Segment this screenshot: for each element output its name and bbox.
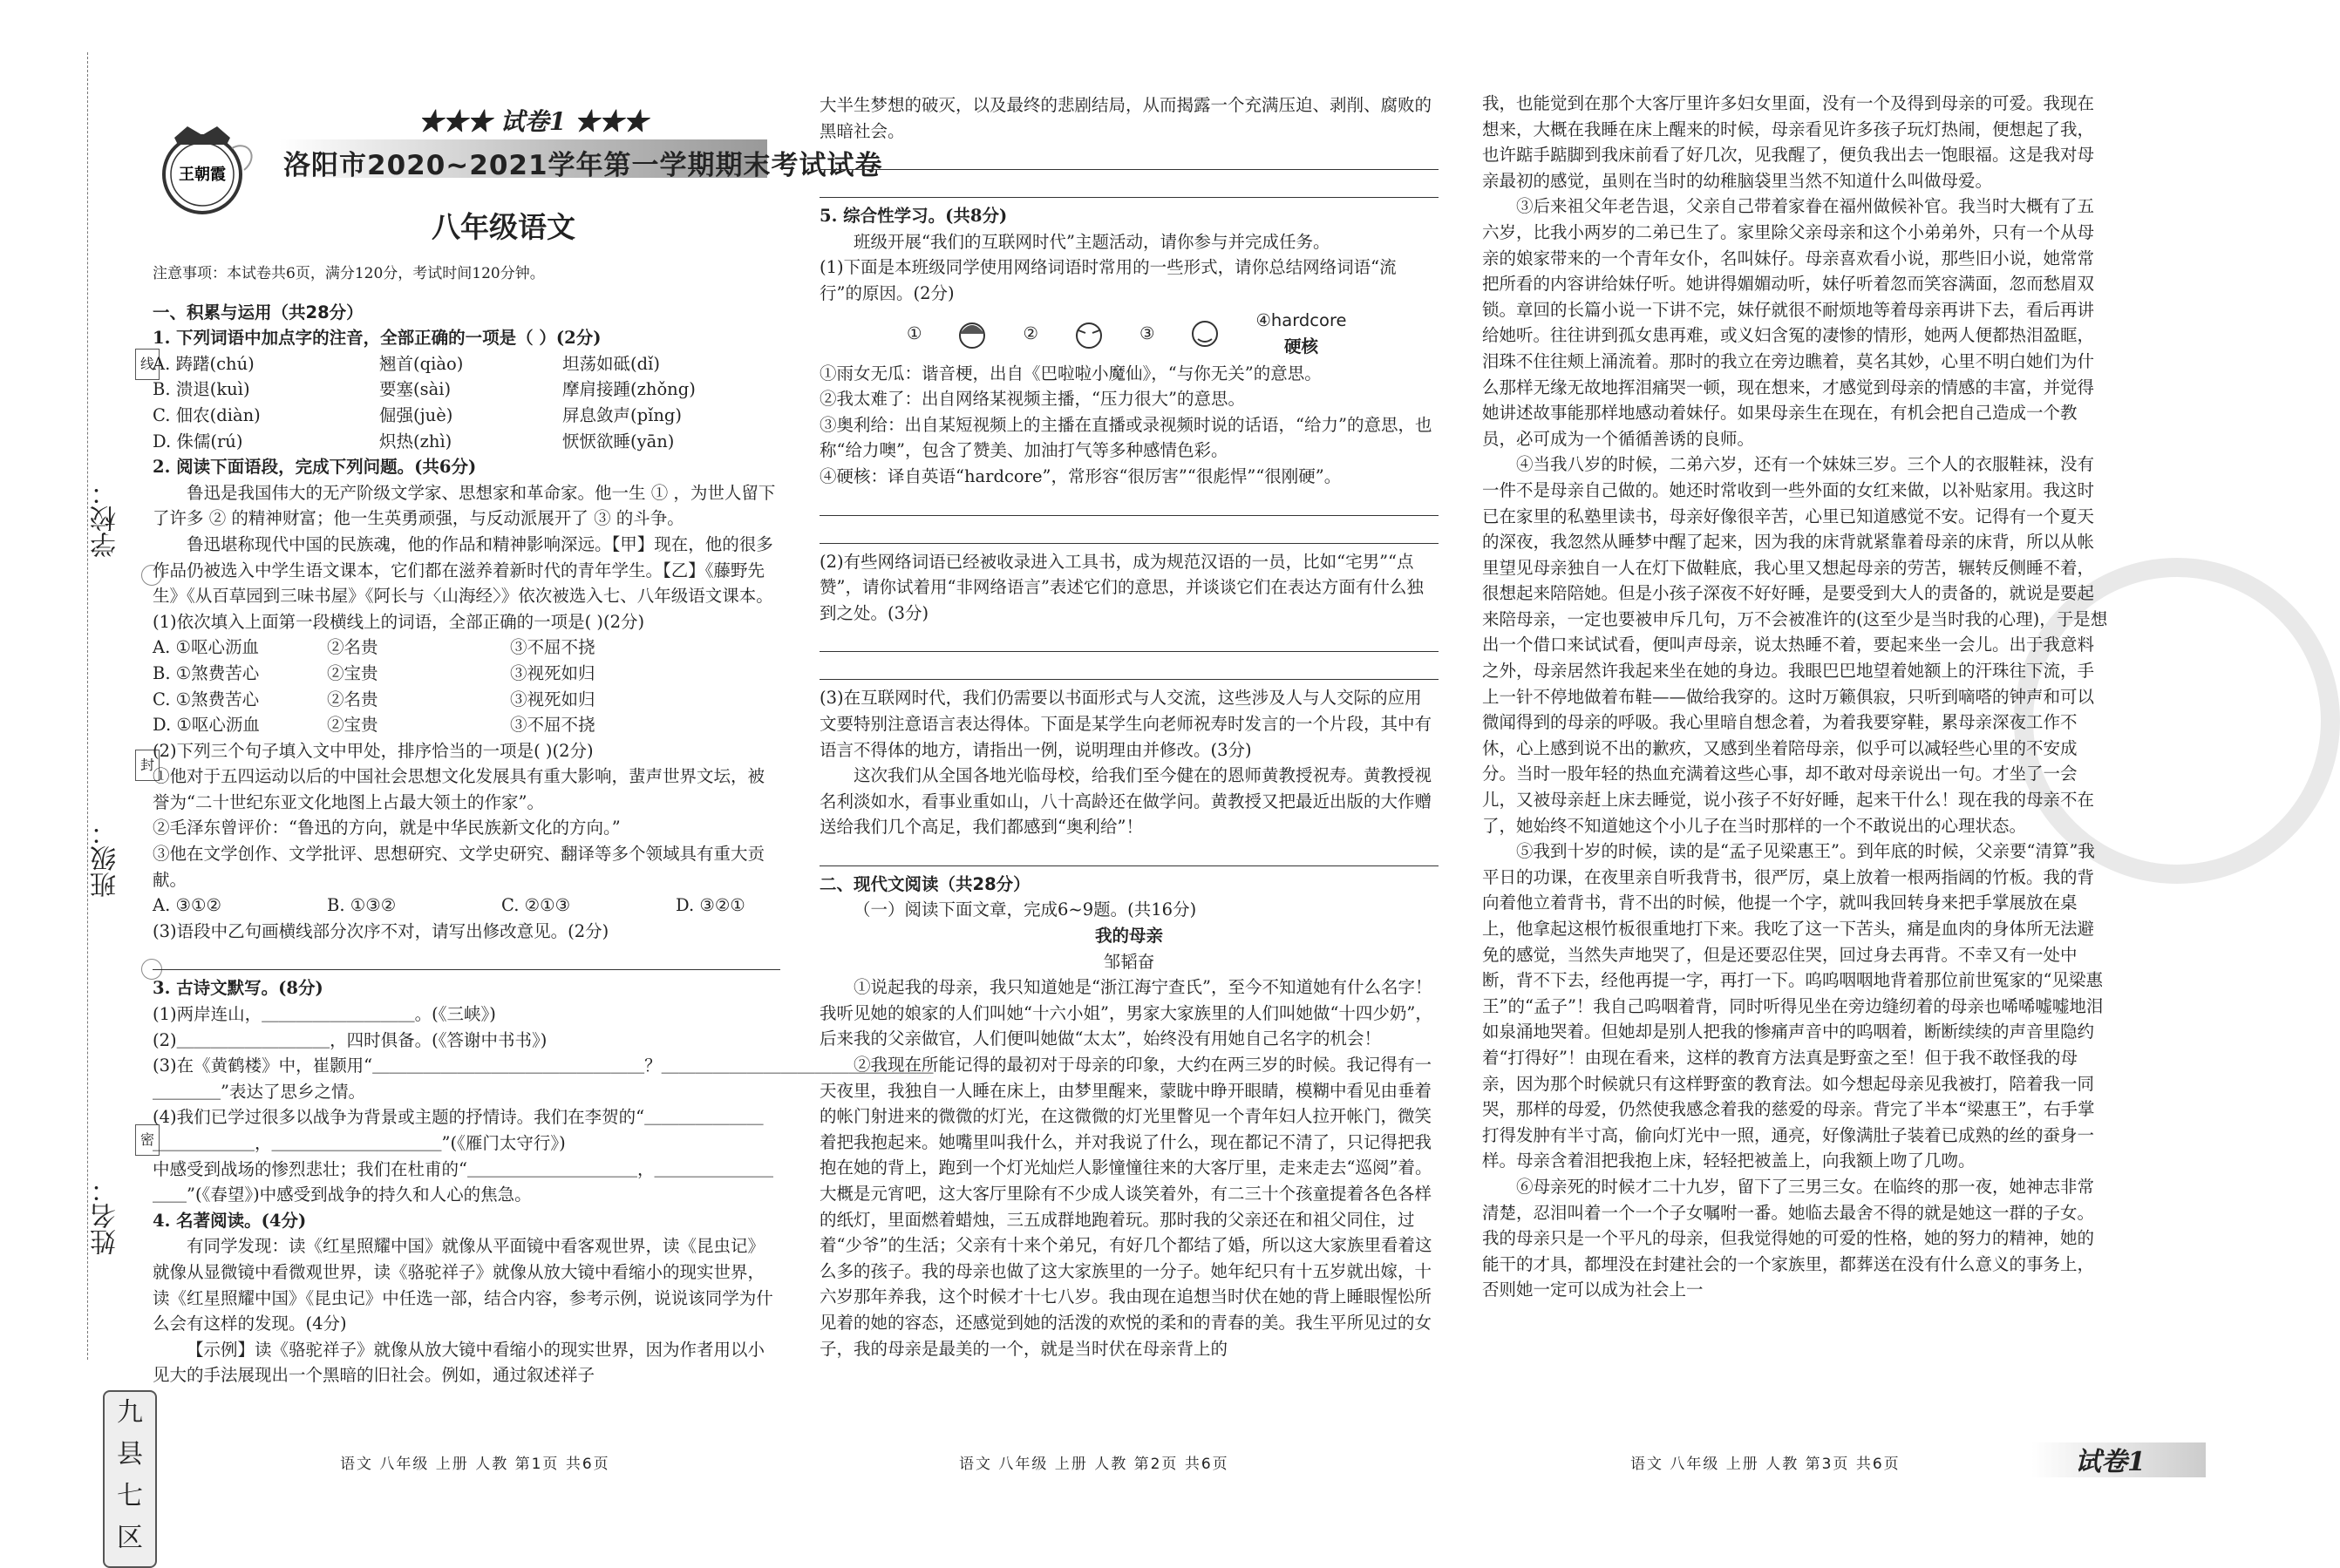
q2-sub-3: (3)语段中乙句画横线部分次序不对，请写出修改意见。(2分) <box>153 920 609 941</box>
footer-page-2: 语文 八年级 上册 人教 第2页 共6页 <box>959 1456 1229 1473</box>
article-continued: 我，也能觉到在那个大客厅里许多妇女里面，没有一个及得到母亲的可爱。我现在想来，大概在我睡在床上醒来的时候，母亲看见许多孩子玩灯热闹，便想起了我，也许踮手踮脚到我床前看了好几次，见我醒了，便负我出去一饱眼福。这是我对母亲最初的感觉，虽则在当时的幼稚脑袋里当然不知道什么叫做母爱。 <box>1482 93 2095 191</box>
q2-sentence-3: ③他在文学创作、文学批评、思想研究、文学史研究、翻译等多个领域具有重大贡献。 <box>153 844 765 890</box>
answer-line[interactable] <box>153 947 780 970</box>
footer-page-3: 语文 八年级 上册 人教 第3页 共6页 <box>1630 1456 1901 1473</box>
article-paragraph-3: ③后来祖父年老告退，父亲自己带着家眷在福州做候补官。我当时大概有了五六岁，比我小两岁的二弟已生了。家里除父亲母亲和这个小弟弟外，只有一个从母亲的娘家带来的一个青年女仆，名叫妹仔。母亲喜欢看小说，那些旧小说，她常常把所看的内容讲给妹仔听。她讲得媚媚动听，妹仔听着忽而笑容满面，忽而愁眉双锁。章回的长篇小说一下讲不完，妹仔就很不耐烦地等着母亲再讲下去，看后再讲给她听。往往讲到孤女患再难，或义妇含冤的凄惨的情形，她两人便都热泪盈眶，泪珠不住往颊上涌流着。那时的我立在旁边瞧着，莫名其妙，心里不明白她们为什么那样无缘无故地挥泪痛哭一顿，现在想来，才感觉到母亲的情感的丰富，并觉得她讲述故事能那样地感动着妹仔。如果母亲生在现在，有机会把自己造成一个教员，必可成为一个循循善诱的良师。 <box>1482 196 2095 449</box>
reading-1-heading: （一）阅读下面文章，完成6~9题。(共16分) <box>854 899 1197 920</box>
article-title: 我的母亲 <box>1094 926 1163 947</box>
question-1: 1. 下列词语中加点字的注音，全部正确的一项是（ ）(2分) <box>153 328 602 349</box>
question-4: 4. 名著阅读。(4分) <box>153 1210 307 1231</box>
cartoon-stressed-icon <box>1068 313 1110 355</box>
paper-label: 试卷1 <box>2075 1447 2146 1477</box>
q2-sentence-2: ②毛泽东曾评价：“鲁迅的方向，就是中华民族新文化的方向。” <box>153 818 621 838</box>
footer-page-1: 语文 八年级 上册 人教 第1页 共6页 <box>340 1456 610 1473</box>
q3-4b: 中感受到战场的惨烈悲壮；我们在杜甫的“＿＿＿＿＿＿＿＿＿＿，＿＿＿＿＿＿＿＿＿”(《春望》)中感受到战争的持久和人心的焦急。 <box>153 1158 773 1205</box>
q5-line-3: ③奥利给：出自某短视频上的主播在直播或录视频时说的话语，“给力”的意思，也称“给力噢”，包含了赞美、加油打气等多种感情色彩。 <box>820 414 1432 461</box>
paper-tag: ★★★ 试卷1 ★★★ <box>418 107 648 136</box>
region-badge: 九 县 七 区 <box>103 1390 157 1568</box>
q5-sub-1: (1)下面是本班级同学使用网络词语时常用的一些形式，请你总结网络词语“流行”的原因。(2分) <box>820 257 1397 303</box>
article-paragraph-5: ⑤我到十岁的时候，读的是“孟子见梁惠王”。到年底的时候，父亲要“清算”我平日的功课，在夜里亲自听我背书，很严厉，桌上放着一根两指阔的竹板。我的背向着他立着背书，背不出的时候，他提一个字，就叫我回转身来把手掌展放在桌上，他拿起这根竹板很重地打下来。我吃了这一下苦头，痛是血肉的身体所无法避免的感觉，当然失声地哭了，但是还要忍住哭，回过身去再背。不幸又有一处中断，背不下去，经他再提一字，再打一下。呜呜咽咽地背着那位前世冤家的“见梁惠王”的“孟子”！我自己呜咽着背，同时听得见坐在旁边缝纫着的母亲也唏唏嘘嘘地泪如泉涌地哭着。但她却是别人把我的惨痛声音中的呜咽着，断断续续的声音里隐约着“打得好”！由现在看来，这样的教育方法真是野蛮之至！但于我不敢怪我的母亲，因为那个时候就只有这样野蛮的教育法。如今想起母亲见我被打，陪着我一同哭，那样的母爱，仍然使我感念着我的慈爱的母亲。背完了半本“梁惠王”，右手掌打得发肿有半寸高，偷向灯光中一照，通亮，好像满肚子装着已成熟的丝的蚕身一样。母亲含着泪把我抱上床，轻轻把被盖上，向我额上吻了几吻。 <box>1482 841 2104 1171</box>
q3-2: (2)＿＿＿＿＿＿＿＿＿，四时俱备。(《答谢中书书》) <box>153 1029 548 1050</box>
cut-line <box>87 52 88 1360</box>
answer-line[interactable] <box>820 844 1439 866</box>
article-paragraph-1: ①说起我的母亲，我只知道她是“浙江海宁查氏”，至今不知道她有什么名字！我听见她的娘家的人们叫她“十六小姐”，男家大家族里的人们叫她做“十四少奶”，后来我的父亲做官，人们便叫她做“太太”，始终没有用她自己名字的机会！ <box>820 977 1432 1049</box>
notice: 注意事项：本试卷共6页，满分120分，考试时间120分钟。 <box>153 265 545 282</box>
article-paragraph-6: ⑥母亲死的时候才二十九岁，留下了三男三女。在临终的那一夜，她神志非常清楚，忍泪叫着一个一个子女嘱咐一番。她临去最舍不得的就是她这一群的子女。我的母亲只是一个平凡的母亲，但我觉得她的可爱的性格，她的努力的精神，她的能干的才具，都埋没在封建社会的一个家族里，都葬送在没有什么意义的事务上，否则她一定可以成为社会上一 <box>1482 1176 2095 1300</box>
q4-passage: 有同学发现：读《红星照耀中国》就像从平面镜中看客观世界，读《昆虫记》就像从显微镜中看微观世界，读《骆驼祥子》就像从放大镜中看缩小的现实世界，读《红星照耀中国》《昆虫记》中任选一部，结合内容，参考示例，说说该同学为什么会有这样的发现。(4分) <box>153 1236 773 1334</box>
answer-line[interactable] <box>820 657 1439 680</box>
cartoon-girl-icon <box>951 313 993 355</box>
q4-continued: 大半生梦想的破灭，以及最终的悲剧结局，从而揭露一个充满压迫、剥削、腐败的黑暗社会。 <box>820 95 1432 141</box>
class-label: 班级： <box>91 819 121 898</box>
q3-1: (1)两岸连山，＿＿＿＿＿＿＿＿＿。(《三峡》) <box>153 1004 496 1025</box>
cartoon-cheer-icon <box>1184 313 1226 355</box>
answer-line[interactable] <box>820 493 1439 516</box>
q4-example: 【示例】读《骆驼祥子》就像从放大镜中看缩小的现实世界，因为作者用以小见大的手法展现出一个黑暗的旧社会。例如，通过叙述祥子 <box>153 1339 765 1386</box>
q1-options: A. 踌躇(chú) 翘首(qiào) 坦荡如砥(dǐ) B. 溃退(kuì) 要塞(sài) 摩肩接踵(zhǒng) C. 佃农(diàn) 倔强(juè) 屏息敛声(pǐng) D. 侏儒(rú) 炽热(zhì) 恹恹欲睡(yān) <box>153 353 696 451</box>
answer-line[interactable] <box>820 175 1439 198</box>
exam-title: 洛阳市2020~2021学年第一学期期末考试试卷 <box>283 150 883 181</box>
question-2: 2. 阅读下面语段，完成下列问题。(共6分) <box>153 457 477 478</box>
publisher-logo <box>148 122 262 218</box>
article-author: 邹韬奋 <box>1103 951 1155 972</box>
q2-sub-1: (1)依次填入上面第一段横线上的词语，全部正确的一项是( )(2分) <box>153 611 645 632</box>
q5-sub-3: (3)在互联网时代，我们仍需要以书面形式与人交流，这些涉及人与人交际的应用文要特别注意语言表达得体。下面是某学生向老师祝寿时发言的一个片段，其中有语言不得体的地方，请指出一例，说明理由并修改。(3分) <box>820 688 1432 760</box>
q5-sub-2: (2)有些网络词语已经被收录进入工具书，成为规范汉语的一员，比如“宅男”“点赞”，请你试着用“非网络语言”表述它们的意思，并谈谈它们在表达方面有什么独到之处。(3分) <box>820 551 1424 623</box>
q5-line-1: ①雨女无瓜：谐音梗，出自《巴啦啦小魔仙》，“与你无关”的意思。 <box>820 363 1322 384</box>
answer-line[interactable] <box>820 147 1439 170</box>
article-paragraph-4: ④当我八岁的时候，二弟六岁，还有一个妹妹三岁。三个人的衣服鞋袜，没有一件不是母亲自己做的。她还时常收到一些外面的女红来做，以补贴家用。我这时已在家里的私塾里读书，母亲好像很辛苦，心里已知道感觉不安。记得有一个夏天的深夜，我忽然从睡梦中醒了起来，因为我的床背就紧靠着母亲的床背，所以从帐里望见母亲独自一人在灯下做鞋底，我心里又想起母亲的劳苦，辗转反侧睡不着，很想起来陪陪她。但是小孩子深夜不好好睡，是要受到大人的责备的，就说是要起来陪母亲，一定也要被申斥几句，万不会被准许的(这至少是当时我的心理)，于是想出一个借口来试试看，便叫声母亲，说太热睡不着，要起来坐一会儿。出于我意料之外，母亲居然许我起来坐在她的身边。我眼巴巴地望着她额上的汗珠往下流，手上一针不停地做着布鞋——做给我穿的。这时万籁俱寂，只听到嘀嗒的钟声和可以微闻得到的母亲的呼吸。我心里暗自想念着，为着我要穿鞋，累母亲深夜工作不休，心上感到说不出的歉疚，又感到坐着陪母亲，似乎可以减轻些心里的不安成分。当时一股年轻的热血充满着这些心事，却不敢对母亲说出一句。才坐了一会儿，又被母亲赶上床去睡觉，说小孩子不好好睡，起来干什么！现在我的母亲不在了，她始终不知道她这个小儿子在当时那样的一个不敢说出的心理状态。 <box>1482 454 2108 836</box>
q5-line-2: ②我太难了：出自网络某视频主播，“压力很大”的意思。 <box>820 389 1245 410</box>
section-1-heading: 一、积累与运用（共28分） <box>153 302 364 322</box>
column-page-2 <box>820 92 1439 1361</box>
hardcore-translation: 硬核 <box>1283 336 1318 356</box>
subject-title: 八年级语文 <box>432 210 575 244</box>
logo-text: 王朝霞 <box>179 166 226 184</box>
seal-mark-secret: 密 <box>135 1124 160 1156</box>
column-page-3 <box>1482 91 2110 1303</box>
q2-sentence-1: ①他对于五四运动以后的中国社会思想文化发展具有重大影响，蜚声世界文坛，被誉为“二十世纪东亚文化地图上占最大领土的作家”。 <box>153 766 765 812</box>
q3-4a: (4)我们已学过很多以战争为背景或主题的抒情诗。我们在李贺的“＿＿＿＿＿＿＿＿＿＿＿＿＿，＿＿＿＿＿＿＿＿＿＿”(《雁门太守行》) <box>153 1107 764 1153</box>
q2-passage-1: 鲁迅是我国伟大的无产阶级文学家、思想家和革命家。他一生 ① ，为世人留下了许多 ② 的精神财富；他一生英勇顽强，与反动派展开了 ③ 的斗争。 <box>153 482 776 529</box>
seal-mark-line: 线 <box>135 349 160 380</box>
q5-intro: 班级开展“我们的互联网时代”主题活动，请你参与并完成任务。 <box>854 231 1330 252</box>
binding-margin <box>35 52 154 1553</box>
q2-passage-2: 鲁迅堪称现代中国的民族魂，他的作品和精神影响深远。【甲】现在，他的很多作品仍被选入中学生语文课本，它们都在滋养着新时代的青年学生。【乙】《藤野先生》《从百草园到三味书屋》《阿长与〈山海经〉》依次被选入七、八年级语文课本。 <box>153 533 773 607</box>
q3-3b: ＿＿＿＿”表达了思乡之情。 <box>153 1081 365 1102</box>
question-5: 5. 综合性学习。(共8分) <box>820 206 1008 227</box>
q2-2-options: A. ③①② B. ①③② C. ②①③ D. ③②① <box>153 895 745 916</box>
article-paragraph-2: ②我现在所能记得的最初对于母亲的印象，大约在两三岁的时候。我记得有一天夜里，我独自一人睡在床上，由梦里醒来，蒙眬中睁开眼睛，模糊中看见由垂着的帐门射进来的微微的灯光，在这微微的灯光里瞥见一个青年妇人拉开帐门，微笑着把我抱起来。她嘴里叫我什么，并对我说了什么，现在都记不清了，只记得把我抱在她的背上，跑到一个灯光灿烂人影憧憧往来的大客厅里，走来走去“巡阅”着。大概是元宵吧，这大客厅里除有不少成人谈笑着外，有二三十个孩童提着各色各样的纸灯，里面燃着蜡烛，三五成群地跑着玩。那时我的父亲还在和祖父同住，过着“少爷”的生活；父亲有十来个弟兄，有好几个都结了婚，所以这大家族里看着这么多的孩子。我的母亲也做了这大家族里的一分子。她年纪只有十五岁就出嫁，十六岁那年养我，这个时候才十七八岁。我由现在追想当时伏在她的背上睡眼惺忪所见着的她的容态，还感觉到她的活泼的欢悦的柔和的青春的美。我生平所见过的女子，我的母亲是最美的一个，就是当时伏在母亲背上的 <box>820 1055 1432 1359</box>
answer-line[interactable] <box>820 629 1439 652</box>
q5-quote: 这次我们从全国各地光临母校，给我们至今健在的恩师黄教授祝寿。黄教授视名利淡如水，看事业重如山，八十高龄还在做学问。黄教授又把最近出版的大作赠送给我们几个高足，我们都感到“奥利给”！ <box>820 765 1432 838</box>
q5-icon-row: ① ② ③ ④hardcore 硬核 <box>907 309 1347 356</box>
q3-3a: (3)在《黄鹤楼》中，崔颢用“＿＿＿＿＿＿＿＿＿＿＿＿＿＿＿＿？＿＿＿＿＿＿＿＿＿＿＿＿＿＿＿＿ <box>153 1056 934 1076</box>
q2-1-options: A. ①呕心沥血 ②名贵 ③不屈不挠 B. ①煞费苦心 ②宝贵 ③视死如归 C. ①煞费苦心 ②名贵 ③视死如归 D. ①呕心沥血 ②宝贵 ③不屈不挠 <box>153 637 595 736</box>
question-3: 3. 古诗文默写。(8分) <box>153 978 323 999</box>
q5-line-4: ④硬核：译自英语“hardcore”，常形容“很厉害”“很彪悍”“很刚硬”。 <box>820 465 1342 486</box>
section-2-heading: 二、现代文阅读（共28分） <box>820 873 1031 894</box>
name-label: 姓名： <box>91 1177 121 1255</box>
school-label: 学校： <box>91 479 121 558</box>
q2-sub-2: (2)下列三个句子填入文中甲处，排序恰当的一项是( )(2分) <box>153 740 594 761</box>
seal-mark-seal: 封 <box>135 750 160 781</box>
answer-line[interactable] <box>820 521 1439 544</box>
